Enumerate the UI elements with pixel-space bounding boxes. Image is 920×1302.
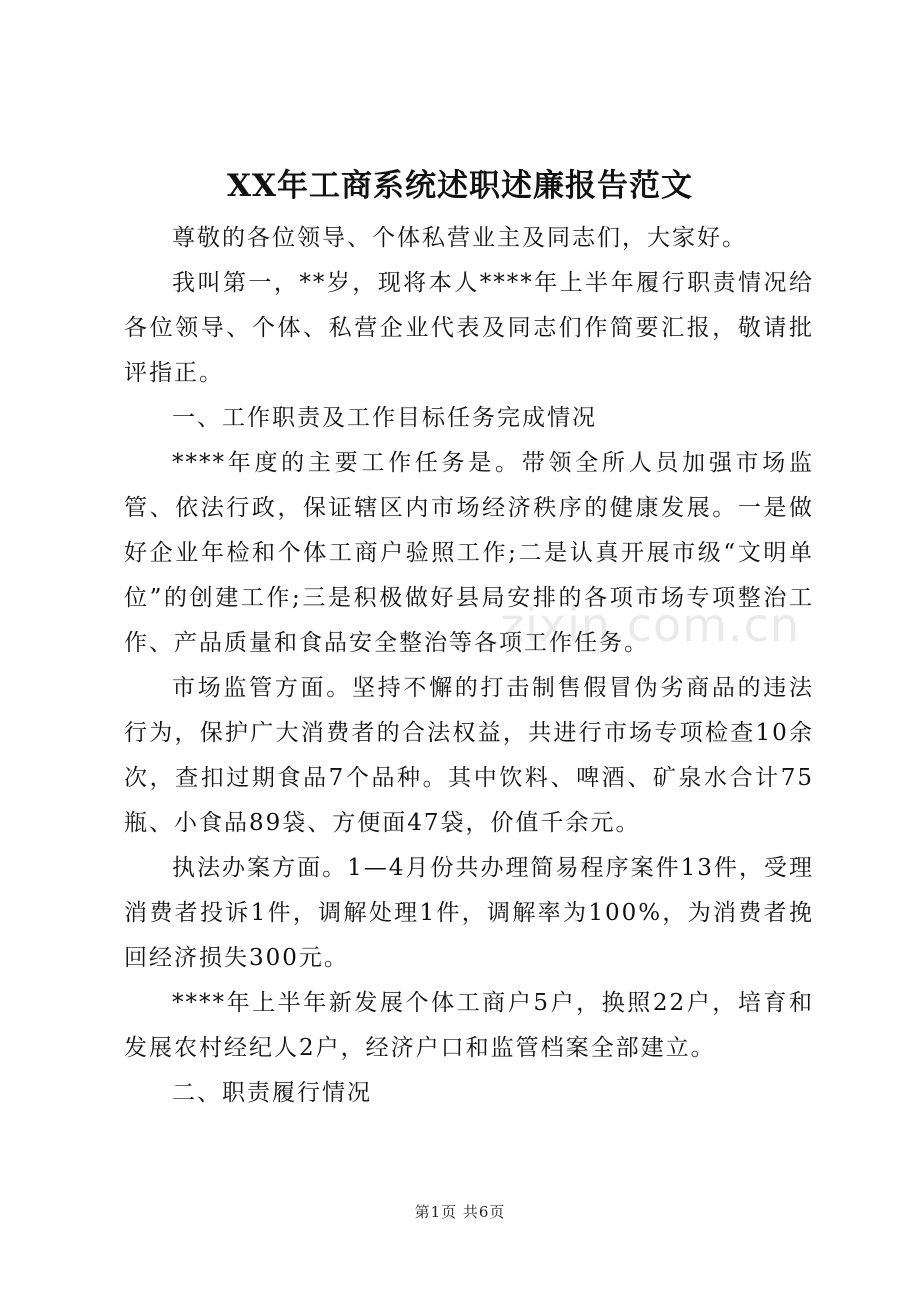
paragraph-market-supervision: 市场监管方面。坚持不懈的打击制售假冒伪劣商品的违法行为，保护广大消费者的合法权益，共进行市场专项检查10余次，查扣过期食品7个品种。其中饮料、啤酒、矿泉水合计75瓶、小食品89袋、方便面47袋，价值千余元。 — [124, 675, 814, 836]
section-heading-1: 一、工作职责及工作目标任务完成情况 — [172, 405, 597, 431]
page-footer: 第1页 共6页 — [414, 1203, 506, 1221]
document-body — [124, 216, 814, 1116]
section-heading-2: 二、职责履行情况 — [172, 1080, 372, 1106]
paragraph-law-enforcement: 执法办案方面。1—4月份共办理简易程序案件13件，受理消费者投诉1件，调解处理1件，调解率为100%，为消费者挽回经济损失300元。 — [124, 855, 814, 971]
watermark: zixin.com.cn — [500, 598, 801, 652]
paragraph-new-businesses: ****年上半年新发展个体工商户5户，换照22户，培育和发展农村经纪人2户，经济户口和监管档案全部建立。 — [124, 990, 814, 1061]
paragraph-introduction: 我叫第一，**岁，现将本人****年上半年履行职责情况给各位领导、个体、私营企业代表及同志们作简要汇报，敬请批评指正。 — [124, 270, 814, 386]
document-title: XX年工商系统述职述廉报告范文 — [226, 168, 694, 204]
paragraph-main-tasks: ****年度的主要工作任务是。带领全所人员加强市场监管、依法行政，保证辖区内市场经济秩序的健康发展。一是做好企业年检和个体工商户验照工作;二是认真开展市级“文明单位”的创建工作;三是积极做好县局安排的各项市场专项整治工作、产品质量和食品安全整治等各项工作任务。 — [124, 450, 814, 656]
paragraph-greeting: 尊敬的各位领导、个体私营业主及同志们，大家好。 — [172, 225, 747, 251]
